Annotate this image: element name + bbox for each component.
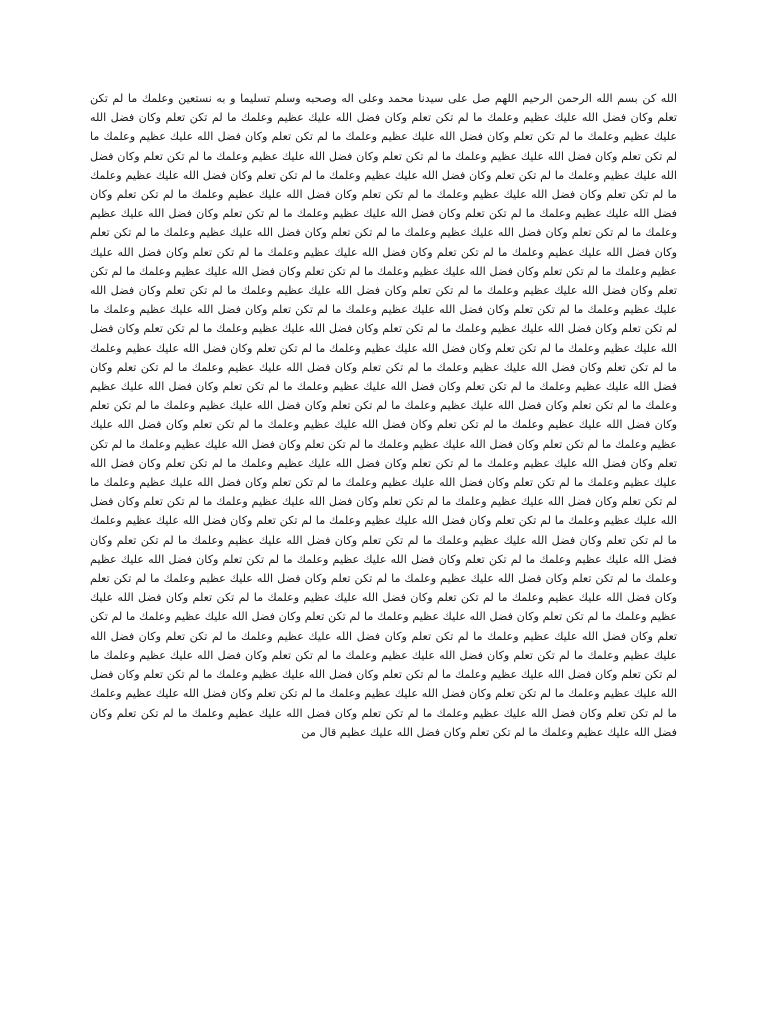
document-page: [90, 89, 677, 929]
body-text: الله كن بسم الله الرحمن الرحيم اللهم صل على سيدنا محمد وعلى اله وصحبه وسلم تسليما و به نستعين وعلمك ما لم تكن تعلم وكان فضل الله عليك عظيم وعلمك ما لم تكن تعلم وكان فضل الله عليك عظيم وعلمك ما لم تكن تعلم وكان فضل الله عليك عظيم وعلمك ما لم تكن تعلم وكان فضل الله عليك عظيم وعلمك ما لم تكن تعلم وكان فضل الله عليك عظيم وعلمك ما لم تكن تعلم وكان فضل الله عليك عظيم وعلمك ما لم تكن تعلم وكان فضل الله عليك عظيم وعلمك ما لم تكن تعلم وكان فضل الله عليك عظيم وعلمك ما لم تكن تعلم وكان فضل الله عليك عظيم وعلمك ما لم تكن تعلم وكان فضل الله عليك عظيم وعلمك ما لم تكن تعلم وكان فضل الله عليك عظيم وعلمك ما لم تكن تعلم وكان فضل الله عليك عظيم وعلمك ما لم تكن تعلم وكان فضل الله عليك عظيم وعلمك ما لم تكن تعلم وكان فضل الله عليك عظيم وعلمك ما لم تكن تعلم وكان فضل الله عليك عظيم وعلمك ما لم تكن تعلم وكان فضل الله عليك عظيم وعلمك ما لم تكن تعلم وكان فضل الله عليك عظيم وعلمك ما لم تكن تعلم وكان فضل الله عليك عظيم وعلمك ما لم تكن تعلم وكان فضل الله عليك عظيم وعلمك ما لم تكن تعلم وكان فضل الله عليك عظيم وعلمك ما لم تكن تعلم وكان فضل الله عليك عظيم وعلمك ما لم تكن تعلم وكان فضل الله عليك عظيم وعلمك ما لم تكن تعلم وكان فضل الله عليك عظيم وعلمك ما لم تكن تعلم وكان فضل الله عليك عظيم وعلمك ما لم تكن تعلم وكان فضل الله عليك عظيم وعلمك ما لم تكن تعلم وكان فضل الله عليك عظيم وعلمك ما لم تكن تعلم وكان فضل الله عليك عظيم وعلمك ما لم تكن تعلم وكان فضل الله عليك عظيم وعلمك ما لم تكن تعلم وكان فضل الله عليك عظيم وعلمك ما لم تكن تعلم وكان فضل الله عليك عظيم وعلمك ما لم تكن تعلم وكان فضل الله عليك عظيم وعلمك ما لم تكن تعلم وكان فضل الله عليك عظيم وعلمك ما لم تكن تعلم وكان فضل الله عليك عظيم وعلمك ما لم تكن تعلم وكان فضل الله عليك عظيم وعلمك ما لم تكن تعلم وكان فضل الله عليك عظيم وعلمك ما لم تكن تعلم وكان فضل الله عليك عظيم وعلمك ما لم تكن تعلم وكان فضل الله عليك عظيم وعلمك ما لم تكن تعلم وكان فضل الله عليك عظيم وعلمك ما لم تكن تعلم وكان فضل الله عليك عظيم وعلمك ما لم تكن تعلم وكان فضل الله عليك عظيم وعلمك ما لم تكن تعلم وكان فضل الله عليك عظيم وعلمك ما لم تكن تعلم وكان فضل الله عليك عظيم وعلمك ما لم تكن تعلم وكان فضل الله عليك عظيم وعلمك ما لم تكن تعلم وكان فضل الله عليك عظيم وعلمك ما لم تكن تعلم وكان فضل الله عليك عظيم وعلمك ما لم تكن تعلم وكان فضل الله عليك عظيم وعلمك ما لم تكن تعلم وكان فضل الله عليك عظيم وعلمك ما لم تكن تعلم وكان فضل الله عليك عظيم وعلمك ما لم تكن تعلم وكان فضل الله عليك عظيم وعلمك ما لم تكن تعلم وكان فضل الله عليك عظيم وعلمك ما لم تكن تعلم وكان فضل الله عليك عظيم وعلمك ما لم تكن تعلم وكان فضل الله عليك عظيم وعلمك ما لم تكن تعلم وكان فضل الله عليك عظيم وعلمك ما لم تكن تعلم وكان فضل الله عليك عظيم وعلمك ما لم تكن تعلم وكان فضل الله عليك عظيم وعلمك ما لم تكن تعلم وكان فضل الله عليك عظيم وعلمك ما لم تكن تعلم وكان فضل الله عليك عظيم وعلمك ما لم تكن تعلم وكان فضل الله عليك عظيم وعلمك ما لم تكن تعلم وكان فضل الله عليك عظيم وعلمك ما لم تكن تعلم وكان فضل الله عليك عظيم وعلمك ما لم تكن تعلم وكان فضل الله عليك عظيم وعلمك ما لم تكن تعلم وكان فضل الله عليك عظيم وعلمك ما لم تكن تعلم وكان فضل الله عليك عظيم وعلمك ما لم تكن تعلم وكان فضل الله عليك عظيم وعلمك ما لم تكن تعلم وكان فضل الله عليك عظيم وعلمك ما لم تكن تعلم وكان فضل الله عليك عظيم وعلمك ما لم تكن تعلم وكان فضل الله عليك عظيم وعلمك ما لم تكن تعلم وكان فضل الله عليك عظيم وعلمك ما لم تكن تعلم وكان فضل الله عليك عظيم وعلمك ما لم تكن تعلم وكان فضل الله عليك عظيم وعلمك ما لم تكن تعلم وكان فضل الله عليك عظيم وعلمك ما لم تكن تعلم وكان فضل الله عليك عظيم وعلمك ما لم تكن تعلم وكان فضل الله عليك عظيم وعلمك ما لم تكن تعلم وكان فضل الله عليك عظيم وعلمك ما لم تكن تعلم وكان فضل الله عليك عظيم وعلمك ما لم تكن تعلم وكان فضل الله عليك عظيم وعلمك ما لم تكن تعلم وكان فضل الله عليك عظيم وعلمك ما لم تكن تعلم وكان فضل الله عليك عظيم وعلمك ما لم تكن تعلم وكان فضل الله عليك عظيم وعلمك ما لم تكن تعلم وكان فضل الله عليك عظيم قال من: [90, 92, 677, 739]
